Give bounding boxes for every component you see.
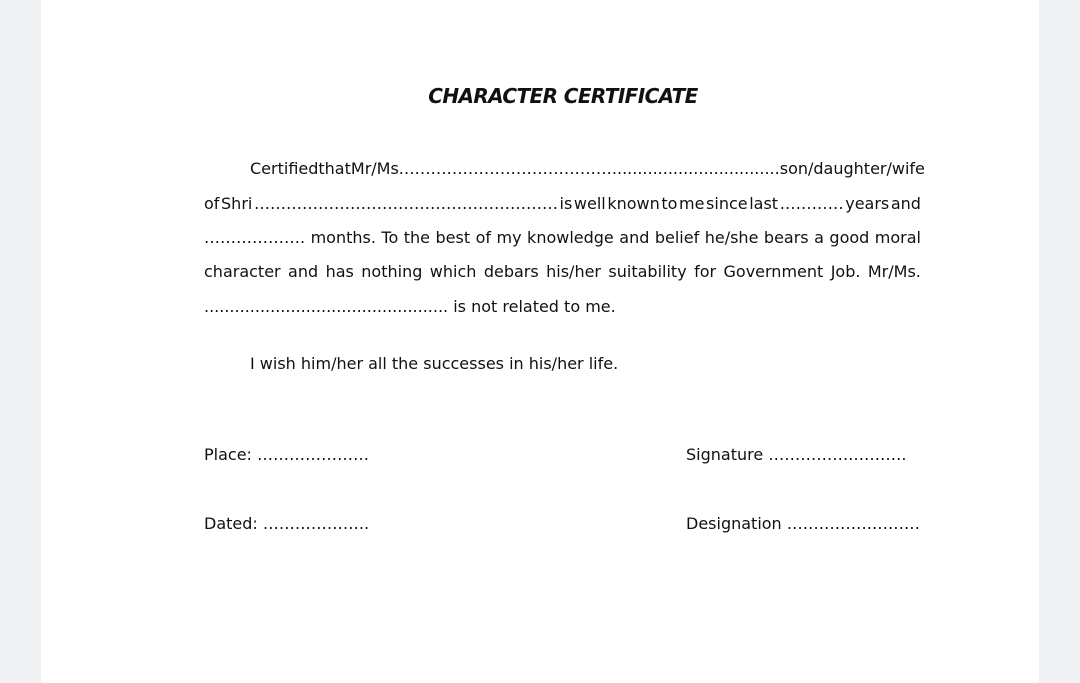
word: well bbox=[573, 194, 606, 213]
word: character bbox=[204, 262, 281, 281]
word: and bbox=[890, 194, 921, 213]
designation-field: Designation …………….……… bbox=[686, 514, 920, 533]
word: ………… bbox=[779, 194, 844, 213]
word: months. bbox=[310, 228, 376, 247]
paragraph-2: I wish him/her all the successes in his/her life. bbox=[250, 354, 619, 373]
word: a bbox=[814, 228, 824, 247]
word: bears bbox=[763, 228, 809, 247]
word: son/daughter/wife bbox=[779, 159, 925, 178]
word: Shri bbox=[221, 194, 253, 213]
word: Mr/Ms. bbox=[867, 262, 921, 281]
place-field: Place: ………………… bbox=[204, 445, 370, 464]
word: since bbox=[706, 194, 748, 213]
paragraph-1-line-1 bbox=[250, 159, 925, 179]
word: …………………………………................................. bbox=[403, 159, 780, 178]
paragraph-1-line-2 bbox=[204, 194, 921, 214]
document-page bbox=[41, 0, 1039, 683]
word: debars bbox=[483, 262, 539, 281]
word: Job. bbox=[830, 262, 861, 281]
word: Mr/Ms. bbox=[350, 159, 404, 178]
word: and bbox=[288, 262, 319, 281]
word: has bbox=[325, 262, 354, 281]
word: of bbox=[204, 194, 220, 213]
paragraph-1-line-3 bbox=[204, 228, 921, 248]
certificate-title: CHARACTER CERTIFICATE bbox=[428, 84, 698, 108]
word: suitability bbox=[608, 262, 687, 281]
word: of bbox=[475, 228, 492, 247]
word: ………………………………………………… bbox=[253, 194, 558, 213]
word: nothing bbox=[361, 262, 423, 281]
word: me bbox=[679, 194, 705, 213]
word: known bbox=[607, 194, 660, 213]
word: knowledge bbox=[527, 228, 614, 247]
word: the bbox=[403, 228, 431, 247]
word: best bbox=[435, 228, 471, 247]
word: he/she bbox=[704, 228, 759, 247]
word: my bbox=[496, 228, 522, 247]
word: good bbox=[829, 228, 870, 247]
word: his/her bbox=[546, 262, 601, 281]
word: and bbox=[619, 228, 650, 247]
word: Government bbox=[723, 262, 824, 281]
word: that bbox=[318, 159, 351, 178]
word: ………………. bbox=[204, 228, 306, 247]
word: Certified bbox=[250, 159, 319, 178]
word: years bbox=[845, 194, 890, 213]
signature-field: Signature …………….………. bbox=[686, 445, 907, 464]
paragraph-1-line-4 bbox=[204, 262, 921, 282]
dated-field: Dated: ……………….. bbox=[204, 514, 370, 533]
word: To bbox=[381, 228, 399, 247]
word: last bbox=[749, 194, 779, 213]
word: to bbox=[661, 194, 678, 213]
word: moral bbox=[874, 228, 921, 247]
word: is bbox=[559, 194, 573, 213]
word: belief bbox=[654, 228, 700, 247]
word: which bbox=[429, 262, 477, 281]
paragraph-1-line-5: ................................................ is not related to me. bbox=[204, 297, 616, 316]
word: for bbox=[694, 262, 717, 281]
